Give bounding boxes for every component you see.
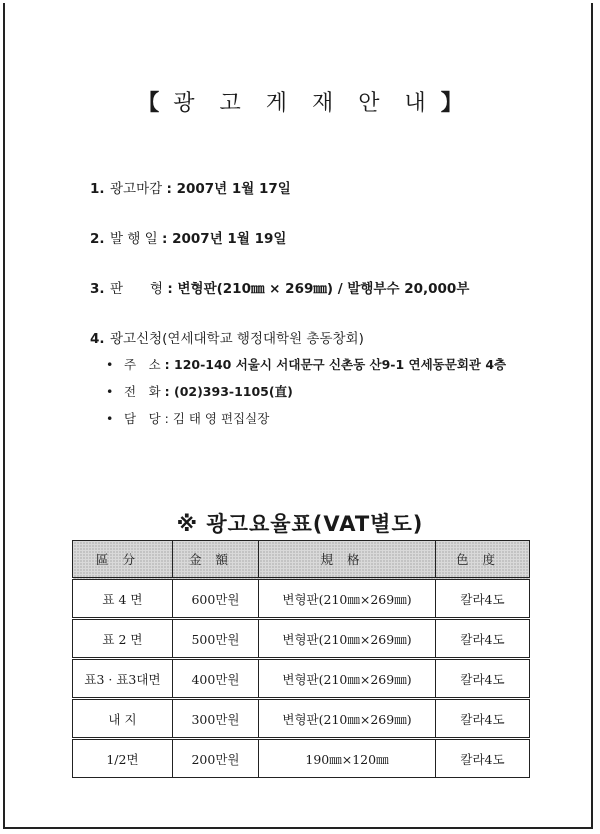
info-label: 판 형 xyxy=(110,281,164,297)
info-application xyxy=(90,327,364,347)
title-text: 광 고 게 재 안 내 xyxy=(173,91,435,116)
table-row xyxy=(73,619,530,659)
cell-division: 표 4 면 xyxy=(73,579,173,619)
info-publish-date xyxy=(90,227,286,247)
info-format xyxy=(90,277,469,297)
contact-value: : 김 태 영 편집실장 xyxy=(164,411,270,426)
header-spec: 規格 xyxy=(259,541,436,579)
cell-amount: 500만원 xyxy=(172,619,258,659)
page-title xyxy=(0,86,600,117)
info-number: 2. xyxy=(90,231,105,247)
table-row xyxy=(73,739,530,778)
bullet-icon: • xyxy=(106,357,114,372)
cell-amount: 300만원 xyxy=(172,699,258,739)
info-deadline xyxy=(90,177,291,197)
info-label: 광고마감 xyxy=(110,181,163,197)
info-number: 4. xyxy=(90,331,105,347)
contact-label: 전 화 xyxy=(124,384,161,399)
cell-spec: 변형판(210㎜×269㎜) xyxy=(259,619,436,659)
info-number: 3. xyxy=(90,281,105,297)
info-label: 광고신청(연세대학교 행정대학원 총동창회) xyxy=(110,331,364,347)
info-value: : 2007년 1월 17일 xyxy=(166,181,291,197)
cell-division: 내 지 xyxy=(73,699,173,739)
table-row xyxy=(73,699,530,739)
cell-division: 표3 · 표3대면 xyxy=(73,659,173,699)
rate-table xyxy=(72,540,530,778)
cell-amount: 200만원 xyxy=(172,739,258,778)
header-color: 色度 xyxy=(435,541,529,579)
title-close-bracket: 】 xyxy=(440,91,463,116)
cell-color: 칼라4도 xyxy=(435,699,529,739)
contact-value: : 120-140 서울시 서대문구 신촌동 산9-1 연세동문회관 4층 xyxy=(164,357,507,372)
bullet-icon: • xyxy=(106,411,114,426)
cell-color: 칼라4도 xyxy=(435,659,529,699)
cell-color: 칼라4도 xyxy=(435,579,529,619)
info-label: 발 행 일 xyxy=(110,231,158,247)
title-open-bracket: 【 xyxy=(137,91,160,116)
info-value: : 변형판(210㎜ × 269㎜) / 발행부수 20,000부 xyxy=(167,281,470,297)
cell-spec: 변형판(210㎜×269㎜) xyxy=(259,579,436,619)
cell-amount: 600만원 xyxy=(172,579,258,619)
cell-division: 표 2 면 xyxy=(73,619,173,659)
contact-label: 담 당 xyxy=(124,411,161,426)
rate-table-title: ※ 광고요율표(VAT별도) xyxy=(176,512,424,536)
cell-spec: 변형판(210㎜×269㎜) xyxy=(259,659,436,699)
contact-value: : (02)393-1105(直) xyxy=(164,384,293,399)
cell-amount: 400만원 xyxy=(172,659,258,699)
header-amount: 金額 xyxy=(172,541,258,579)
cell-color: 칼라4도 xyxy=(435,619,529,659)
info-value: : 2007년 1월 19일 xyxy=(162,231,287,247)
cell-spec: 190㎜×120㎜ xyxy=(259,739,436,778)
contact-manager xyxy=(106,409,269,427)
cell-spec: 변형판(210㎜×269㎜) xyxy=(259,699,436,739)
contact-phone xyxy=(106,382,293,400)
cell-division: 1/2면 xyxy=(73,739,173,778)
header-division: 區分 xyxy=(73,541,173,579)
table-row xyxy=(73,659,530,699)
table-row xyxy=(73,579,530,619)
contact-address xyxy=(106,355,506,373)
contact-label: 주 소 xyxy=(124,357,161,372)
bullet-icon: • xyxy=(106,384,114,399)
info-number: 1. xyxy=(90,181,105,197)
cell-color: 칼라4도 xyxy=(435,739,529,778)
table-header-row xyxy=(73,541,530,579)
